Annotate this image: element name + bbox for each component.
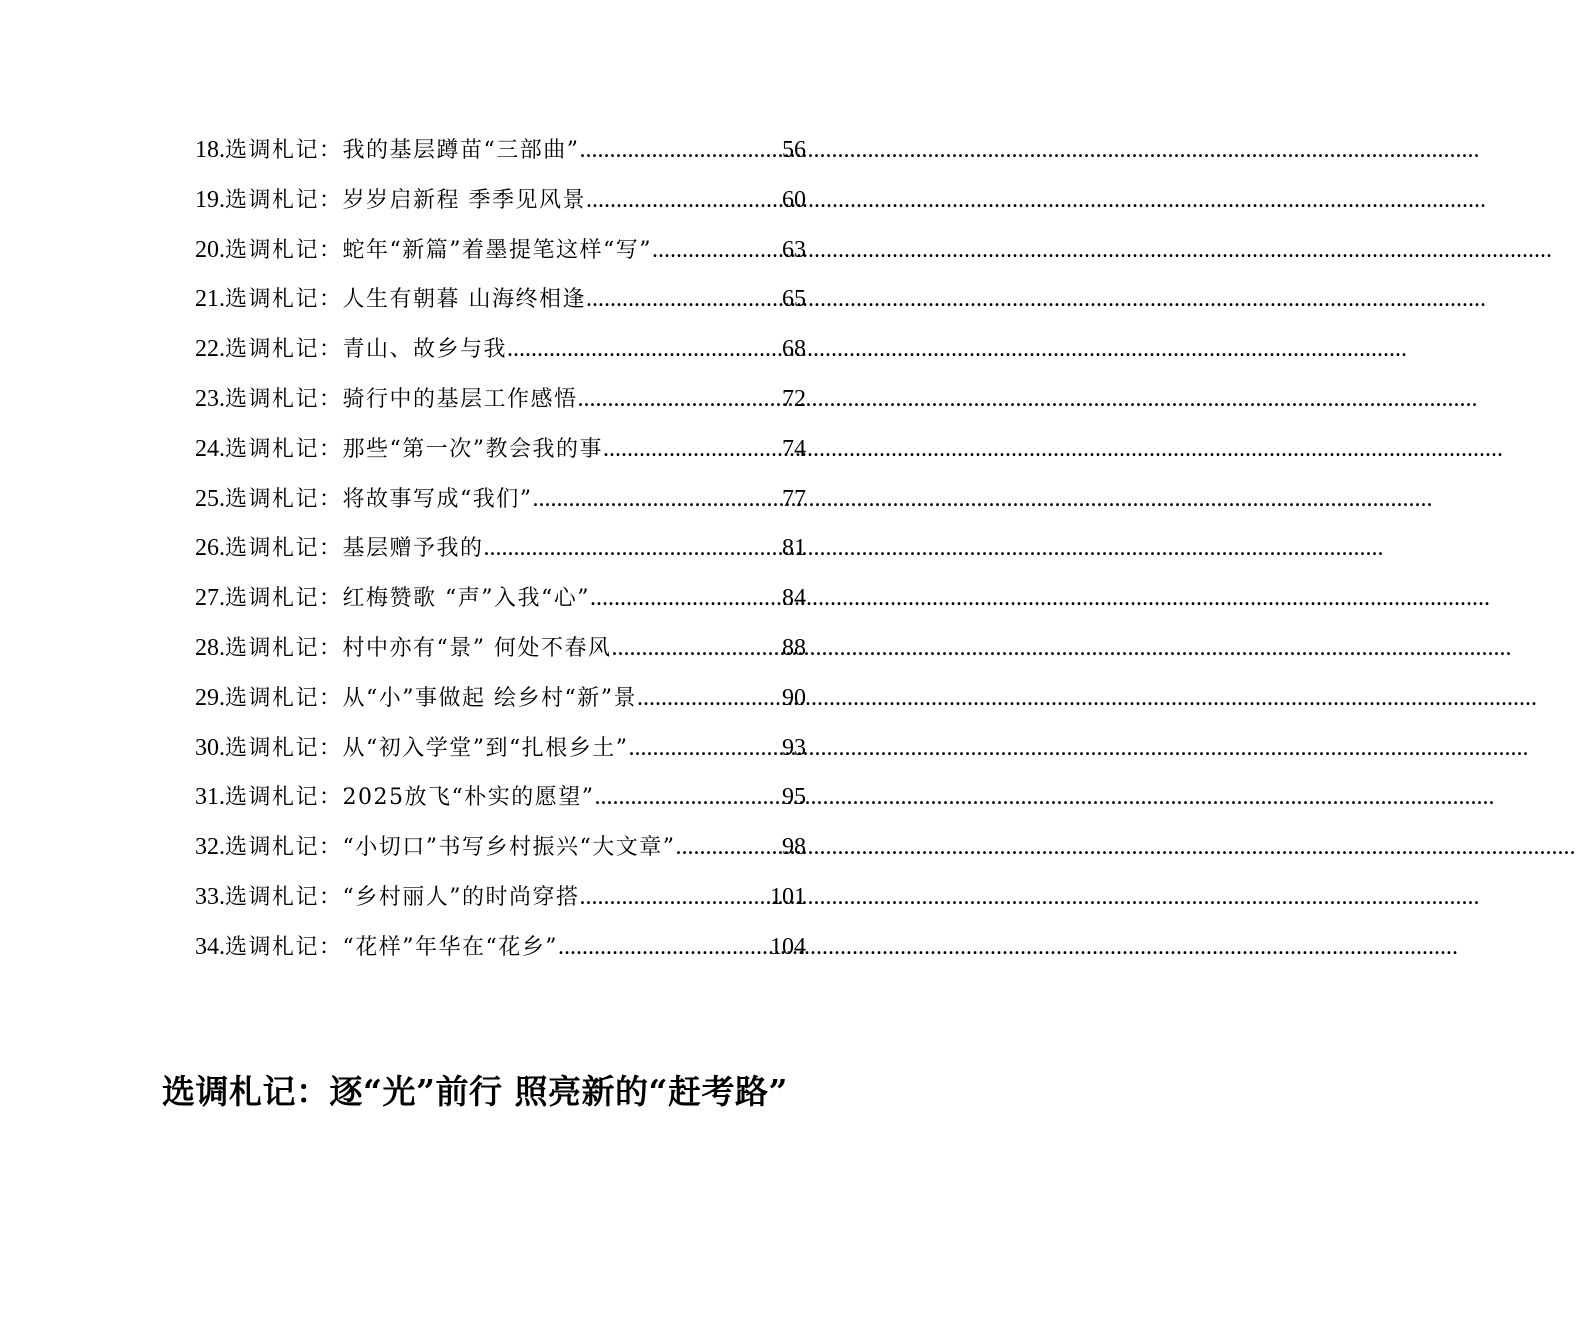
toc-leader-dots [637,680,782,716]
toc-entry-number: 30. [195,734,225,761]
toc-entry[interactable] [195,879,806,929]
toc-entry-title: 选调札记：红梅赞歌 “声”入我“心” [225,586,590,612]
toc-entry-title: 选调札记：蛇年“新篇”着墨提笔这样“写” [225,237,652,263]
toc-entry-number: 33. [195,883,225,910]
toc-leader-dots [612,630,783,666]
toc-entry[interactable] [195,630,806,680]
toc-entry[interactable] [195,481,806,531]
toc-entry-number: 21. [195,286,225,313]
toc-entry-title: 选调札记：“小切口”书写乡村振兴“大文章” [225,835,676,861]
toc-entry-title: 选调札记：人生有朝暮 山海终相逢 [225,287,586,313]
toc-entry-number: 32. [195,834,225,861]
toc-leader-dots [580,879,771,915]
toc-entry-title: 选调札记：“花样”年华在“花乡” [225,934,558,960]
table-of-contents [195,132,806,979]
article-title: 选调札记：逐“光”前行 照亮新的“赶考路” [162,1072,788,1112]
toc-entry-number: 29. [195,684,225,711]
toc-entry[interactable] [195,431,806,481]
toc-entry-number: 18. [195,137,225,163]
toc-entry-page: 74 [782,435,806,462]
toc-entry[interactable] [195,132,806,182]
toc-entry[interactable] [195,232,806,282]
toc-entry-page: 104 [770,933,806,960]
toc-entry-page: 56 [782,137,806,163]
toc-entry-number: 28. [195,634,225,661]
toc-entry-title: 选调札记：村中亦有“景” 何处不春风 [225,635,612,661]
toc-entry[interactable] [195,182,806,232]
toc-entry-page: 84 [782,585,806,612]
toc-entry-page: 77 [782,485,806,512]
toc-entry-page: 98 [782,834,806,861]
toc-leader-dots [578,381,782,417]
toc-leader-dots [652,232,782,268]
toc-entry-title: 选调札记：骑行中的基层工作感悟 [225,386,578,412]
toc-entry-page: 63 [782,236,806,263]
toc-entry-title: 选调札记：青山、故乡与我 [225,337,508,363]
toc-entry[interactable] [195,730,806,780]
toc-leader-dots [590,580,782,616]
toc-entry-title: 选调札记：2025放飞“朴实的愿望” [225,785,595,811]
toc-entry[interactable] [195,680,806,730]
toc-entry-page: 101 [770,883,806,910]
toc-entry-page: 68 [782,336,806,363]
toc-entry[interactable] [195,829,806,879]
toc-entry-title: 选调札记：我的基层蹲苗“三部曲” [225,138,580,163]
toc-entry-page: 90 [782,684,806,711]
toc-entry-number: 34. [195,933,225,960]
toc-entry-title: 选调札记：岁岁启新程 季季见风景 [225,187,586,213]
toc-leader-dots [558,929,770,965]
toc-entry[interactable] [195,779,806,829]
toc-entry-title: 选调札记：基层赠予我的 [225,536,484,562]
toc-entry-title: 选调札记：“乡村丽人”的时尚穿搭 [225,884,580,910]
toc-leader-dots [580,132,783,168]
toc-entry[interactable] [195,381,806,431]
toc-entry-number: 31. [195,784,225,811]
toc-entry-number: 27. [195,585,225,612]
toc-entry[interactable] [195,281,806,331]
toc-entry-page: 93 [782,734,806,761]
toc-entry-page: 81 [782,535,806,562]
toc-leader-dots [676,829,783,865]
toc-leader-dots [594,779,782,815]
toc-entry-number: 24. [195,435,225,462]
toc-entry-number: 20. [195,236,225,263]
toc-leader-dots [586,281,782,317]
toc-entry[interactable] [195,331,806,381]
toc-entry[interactable] [195,530,806,580]
toc-leader-dots [586,182,782,218]
toc-leader-dots [484,530,782,566]
toc-entry[interactable] [195,929,806,979]
toc-entry-title: 选调札记：那些“第一次”教会我的事 [225,436,603,462]
toc-entry-title: 选调札记：从“小”事做起 绘乡村“新”景 [225,685,637,711]
toc-entry[interactable] [195,580,806,630]
toc-entry-title: 选调札记：将故事写成“我们” [225,486,533,512]
toc-entry-number: 23. [195,385,225,412]
toc-leader-dots [603,431,782,467]
toc-entry-page: 72 [782,385,806,412]
toc-entry-page: 95 [782,784,806,811]
toc-entry-page: 88 [782,634,806,661]
toc-leader-dots [533,481,783,517]
toc-entry-title: 选调札记：从“初入学堂”到“扎根乡土” [225,735,629,761]
toc-entry-page: 65 [782,286,806,313]
toc-leader-dots [629,730,783,766]
toc-entry-number: 19. [195,186,225,213]
toc-entry-page: 60 [782,186,806,213]
toc-entry-number: 22. [195,336,225,363]
toc-entry-number: 26. [195,535,225,562]
toc-entry-number: 25. [195,485,225,512]
toc-leader-dots [507,331,782,367]
